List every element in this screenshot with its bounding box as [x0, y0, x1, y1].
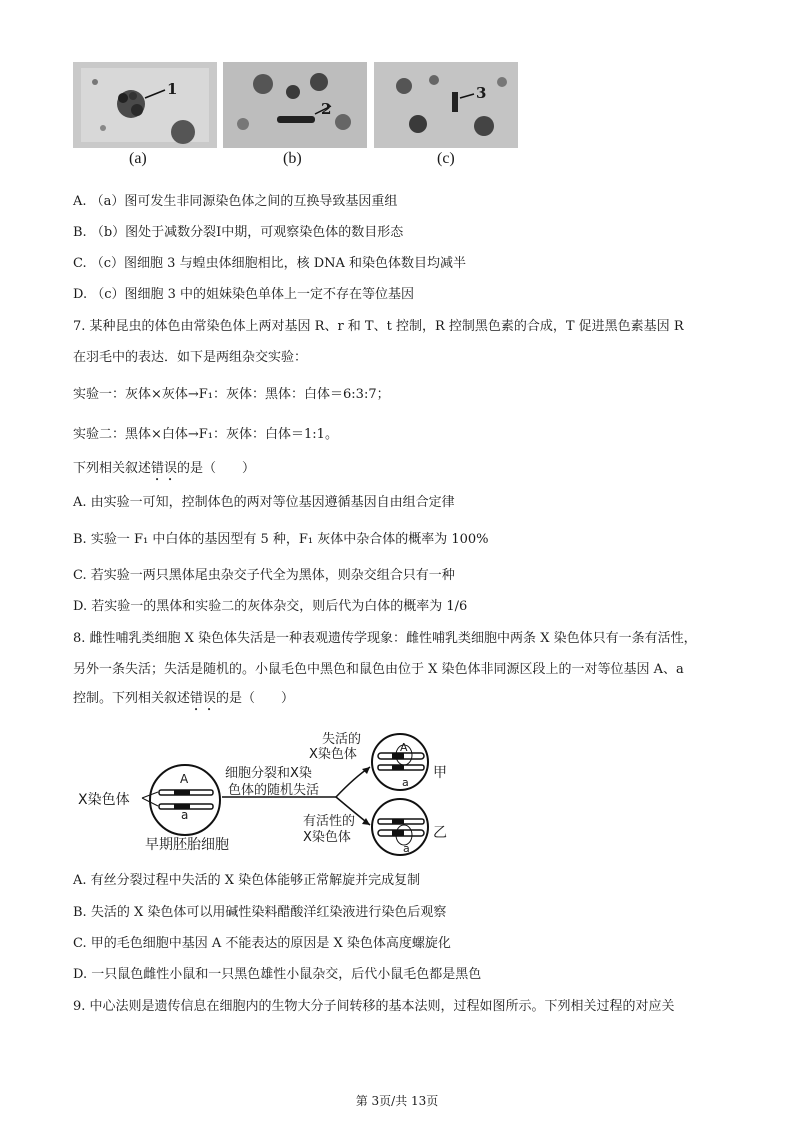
q7-stem-line2: 在羽毛中的表达．如下是两组杂交实验： — [73, 350, 308, 365]
diagram-inactive-label-2: X染色体 — [309, 747, 357, 762]
diagram-gene-a-yi: a — [403, 842, 410, 855]
diagram-gene-a-early: a — [181, 808, 189, 822]
caption-c: (c) — [437, 150, 455, 167]
q7-question-post: 的是（ ） — [177, 461, 256, 476]
q9-stem-line1: 9. 中心法则是遗传信息在细胞内的生物大分子间转移的基本法则，过程如图所示。下列相关过程的对应关 — [73, 999, 675, 1014]
q7-experiment-2: 实验二：黑体×白体→F₁：灰体：白体＝1:1。 — [73, 427, 338, 442]
q8-stem-line1: 8. 雌性哺乳类细胞 X 染色体失活是一种表观遗传学现象：雌性哺乳类细胞中两条 X 染色体只有一条有活性， — [73, 631, 697, 646]
page-footer: 第 3页/共 13页 — [355, 1094, 439, 1108]
diagram-gene-A-early: A — [180, 772, 189, 786]
caption-a: (a) — [129, 150, 147, 167]
diagram-jia-label: 甲 — [433, 765, 447, 781]
q8-option-c: C. 甲的毛色细胞中基因 A 不能表达的原因是 X 染色体高度螺旋化 — [73, 936, 451, 951]
q7-option-c: C. 若实验一两只黑体尾虫杂交子代全为黑体，则杂交组合只有一种 — [73, 568, 455, 583]
q6-option-c: C. （c）图细胞 3 与蝗虫体细胞相比，核 DNA 和染色体数目均减半 — [73, 256, 467, 271]
q7-question-pre: 下列相关叙述 — [73, 461, 152, 476]
q7-option-d: D. 若实验一的黑体和实验二的灰体杂交，则后代为白体的概率为 1/6 — [73, 599, 468, 614]
diagram-x-chromosome-label: X染色体 — [78, 792, 130, 808]
q6-option-b: B. （b）图处于减数分裂Ⅰ中期，可观察染色体的数目形态 — [73, 225, 404, 240]
q8-stem-pre: 控制。下列相关叙述 — [73, 691, 191, 706]
diagram-active-label-2: X染色体 — [303, 830, 351, 845]
q8-stem-emphasis: 错误 — [190, 691, 217, 706]
diagram-inactive-label-1: 失活的 — [322, 732, 362, 747]
q8-stem-line3 — [73, 690, 294, 714]
diagram-gene-A-jia: A — [400, 741, 408, 754]
q7-question-emphasis: 错误 — [151, 461, 178, 476]
diagram-process-line1: 细胞分裂和X染 — [225, 766, 312, 781]
q8-option-d: D. 一只鼠色雌性小鼠和一只黑色雄性小鼠杂交，后代小鼠毛色都是黑色 — [73, 967, 482, 982]
q7-question — [73, 460, 255, 484]
q8-option-a: A. 有丝分裂过程中失活的 X 染色体能够正常解旋并完成复制 — [73, 873, 421, 888]
micrograph-c-label: 3 — [476, 84, 487, 102]
q8-stem-line2: 另外一条失活；失活是随机的。小鼠毛色中黑色和鼠色由位于 X 染色体非同源区段上的一对等位基因 A、a — [73, 662, 684, 677]
q8-stem-post: 的是（ ） — [216, 691, 295, 706]
micrograph-b — [223, 62, 367, 148]
micrograph-a-label: 1 — [167, 80, 178, 98]
caption-b: (b) — [283, 150, 302, 167]
micrograph-a — [73, 62, 217, 148]
micrograph-c — [374, 62, 518, 148]
diagram-yi-label: 乙 — [433, 825, 447, 841]
q6-option-d: D. （c）图细胞 3 中的姐妹染色单体上一定不存在等位基因 — [73, 287, 415, 302]
micrograph-b-label: 2 — [321, 100, 332, 118]
q6-option-a: A. （a）图可发生非同源染色体之间的互换导致基因重组 — [73, 194, 398, 209]
q7-experiment-1: 实验一：灰体×灰体→F₁：灰体：黑体：白体＝6:3:7； — [73, 387, 390, 402]
diagram-process-line2: 色体的随机失活 — [228, 783, 320, 798]
q7-stem-line1: 7. 某种昆虫的体色由常染色体上两对基因 R、r 和 T、t 控制，R 控制黑色素的合成，T 促进黑色素基因 R — [73, 319, 684, 334]
q7-option-b: B. 实验一 F₁ 中白体的基因型有 5 种，F₁ 灰体中杂合体的概率为 100% — [73, 532, 489, 547]
diagram-gene-a-jia: a — [402, 776, 409, 789]
q7-option-a: A. 由实验一可知，控制体色的两对等位基因遵循基因自由组合定律 — [73, 495, 455, 510]
diagram-active-label-1: 有活性的 — [303, 814, 356, 829]
q8-option-b: B. 失活的 X 染色体可以用碱性染料醋酸洋红染液进行染色后观察 — [73, 905, 447, 920]
diagram-early-cell-label: 早期胚胎细胞 — [145, 837, 229, 853]
